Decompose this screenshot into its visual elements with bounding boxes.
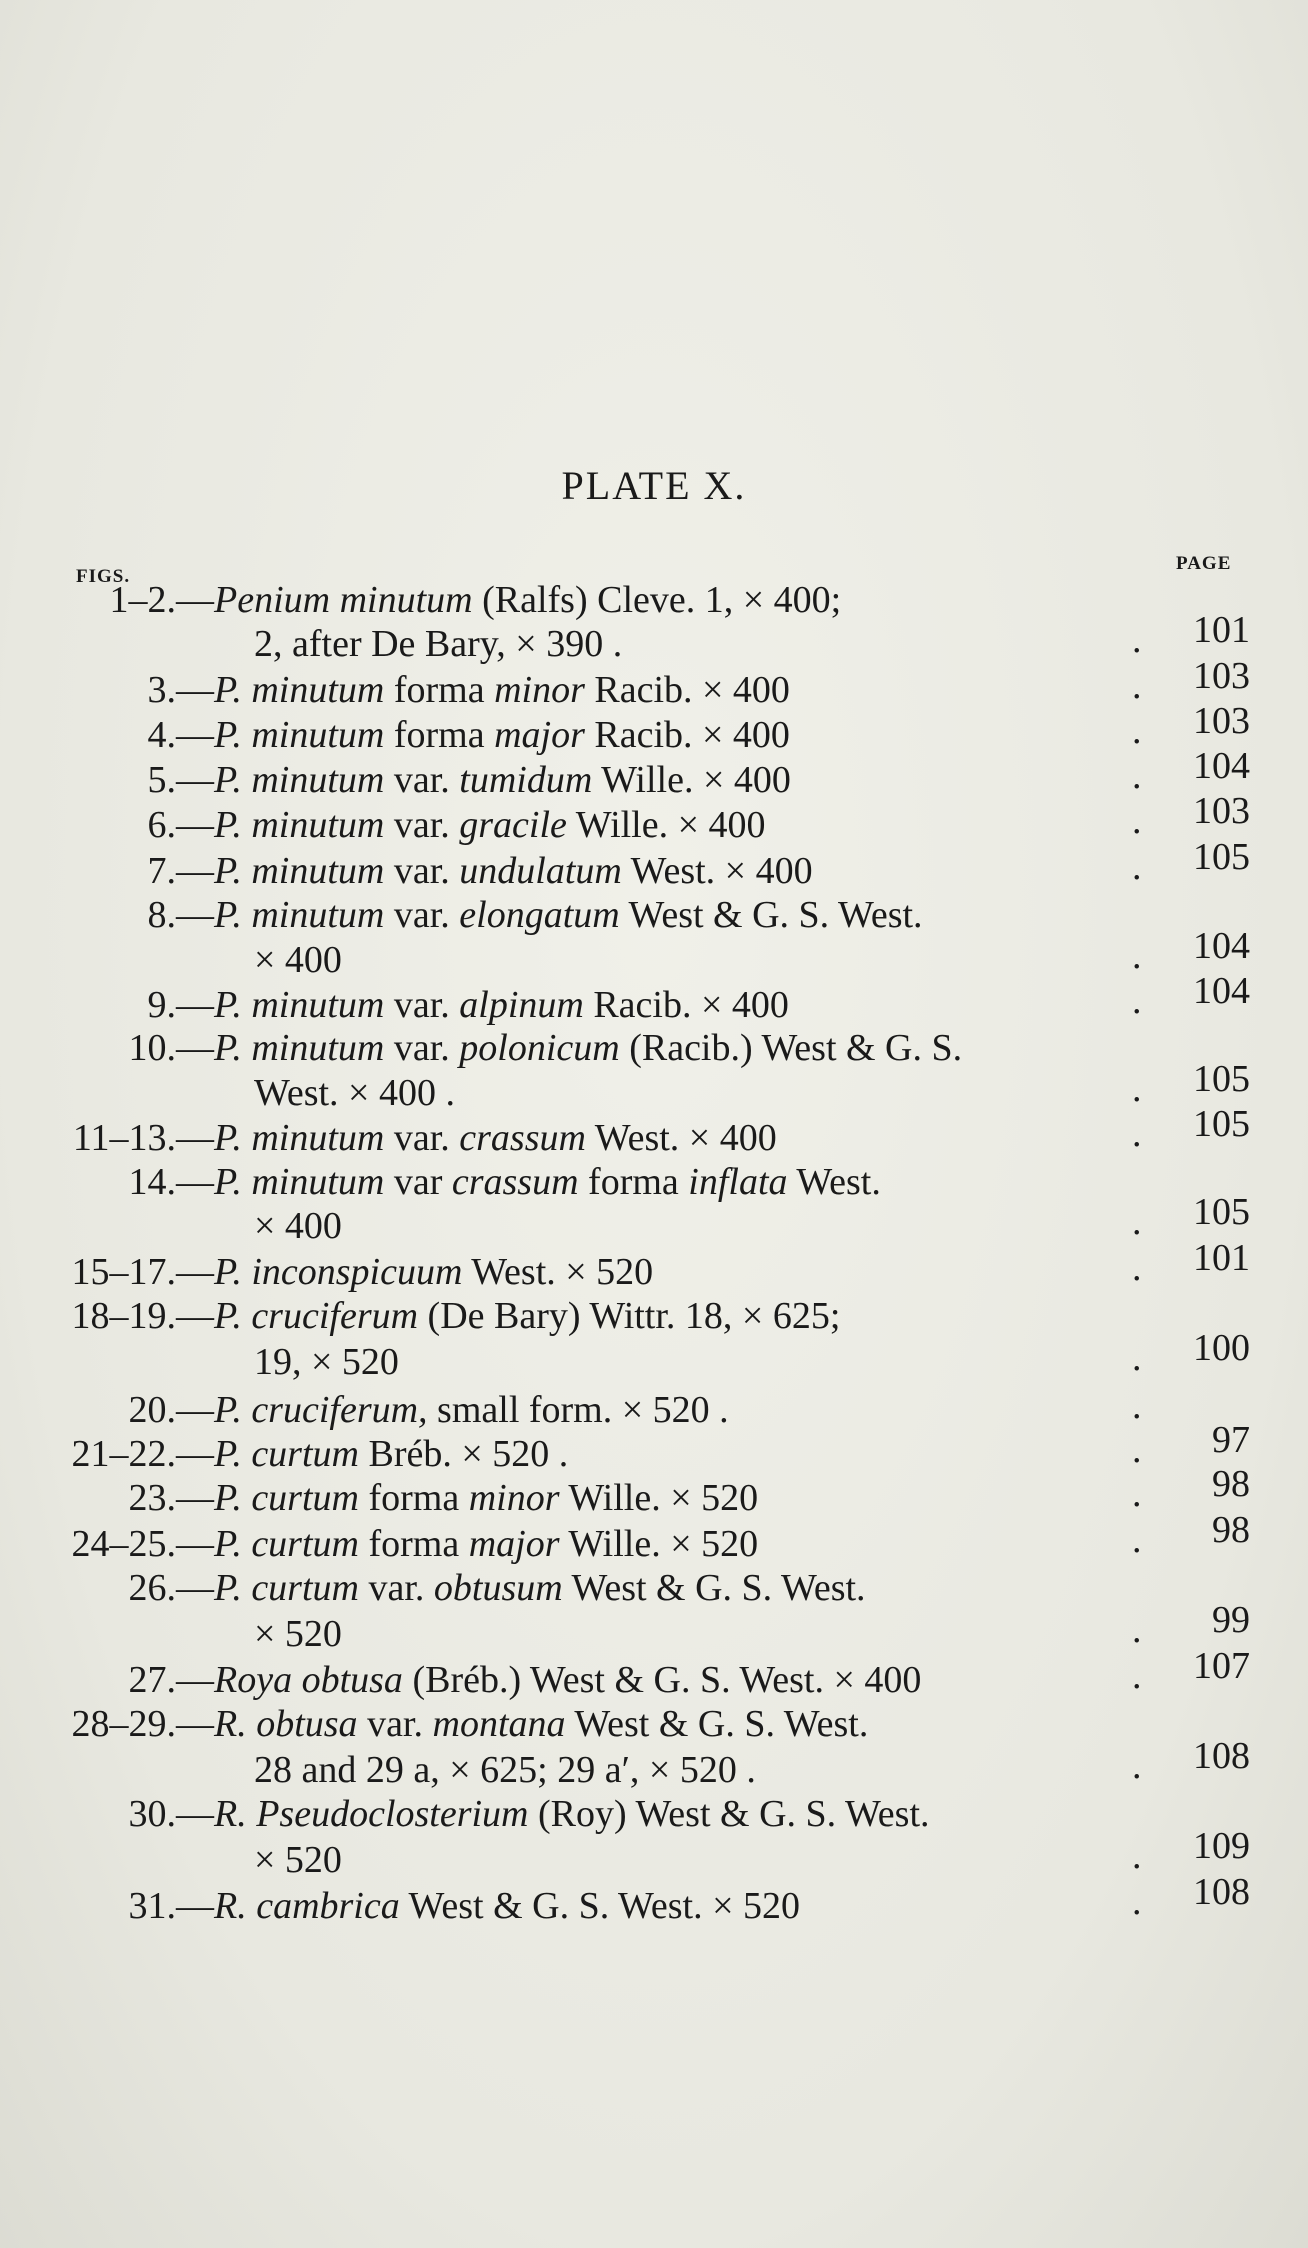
page-number: 105 <box>1193 1058 1250 1100</box>
variety-name: minor <box>494 669 585 711</box>
leader-dot: . <box>1132 1429 1142 1471</box>
page-number: 104 <box>1193 925 1250 967</box>
leader-dot: . <box>1132 755 1142 797</box>
figure-number: 3.— <box>147 669 214 711</box>
entry-text <box>214 1294 840 1338</box>
entry-detail: Racib. × 400 <box>584 669 790 711</box>
figure-number: 7.— <box>147 850 214 892</box>
entry-text <box>214 1566 866 1610</box>
entry-detail: var. <box>384 759 460 801</box>
variety-name: obtusum <box>433 1567 563 1609</box>
leader-dot: . <box>1132 1113 1142 1155</box>
variety-name: crassum <box>459 1117 586 1159</box>
page-number: 105 <box>1193 1103 1250 1145</box>
entry-detail: (Roy) West & G. S. West. <box>528 1793 930 1835</box>
variety-name: alpinum <box>459 984 584 1026</box>
entry-text <box>214 1702 868 1746</box>
page-number: 103 <box>1193 790 1250 832</box>
figure-number: 6.— <box>147 804 214 846</box>
leader-dot: . <box>1132 1881 1142 1923</box>
entry-detail: West & G. S. West. <box>565 1703 869 1745</box>
entry-detail: (Ralfs) Cleve. 1, × 400; <box>472 579 842 621</box>
figure-number: 10.— <box>128 1027 214 1069</box>
variety-name: elongatum <box>459 894 620 936</box>
species-name: P. curtum <box>214 1567 359 1609</box>
entry-continuation: 28 and 29 a, × 625; 29 a′, × 520 . <box>254 1749 756 1791</box>
entry-text <box>214 1388 729 1432</box>
entry-detail: forma <box>358 1523 469 1565</box>
species-name: P. cruciferum, <box>214 1389 428 1431</box>
entry-detail: var. <box>358 1567 434 1609</box>
leader-dot: . <box>1132 800 1142 842</box>
page-number: 107 <box>1193 1645 1250 1687</box>
entry-text <box>214 1476 758 1520</box>
entry-detail: var <box>384 1161 452 1203</box>
entry-detail: West. × 400 <box>585 1117 777 1159</box>
entry-detail: Wille. × 400 <box>592 759 791 801</box>
entry-detail: var. <box>384 1027 460 1069</box>
figure-number: 4.— <box>147 714 214 756</box>
page-number: 105 <box>1193 1191 1250 1233</box>
species-name: P. minutum <box>214 759 385 801</box>
variety-name: minor <box>468 1477 560 1519</box>
page-number: 101 <box>1193 1237 1250 1279</box>
entry-text <box>214 758 791 802</box>
entry-detail: var. <box>384 850 460 892</box>
leader-dot: . <box>1132 1745 1142 1787</box>
leader-dot: . <box>1132 619 1142 661</box>
figure-number: 28–29.— <box>71 1703 214 1745</box>
figure-number: 24–25.— <box>71 1523 214 1565</box>
figure-number: 18–19.— <box>71 1295 214 1337</box>
figure-number: 11–13.— <box>72 1117 214 1159</box>
entry-detail: West & G. S. West. <box>619 894 923 936</box>
form-name: inflata <box>688 1161 788 1203</box>
entry-text <box>214 668 790 712</box>
variety-name: gracile <box>459 804 567 846</box>
entry-continuation: 2, after De Bary, × 390 . <box>254 623 623 665</box>
entry-continuation: × 400 <box>254 1205 342 1247</box>
entry-detail: Wille. × 400 <box>566 804 766 846</box>
entry-detail: var. <box>384 894 460 936</box>
entry-detail: forma <box>384 714 495 756</box>
leader-dot: . <box>1132 1201 1142 1243</box>
page-number: 103 <box>1193 700 1250 742</box>
page-number: 109 <box>1193 1825 1250 1867</box>
entry-detail: var. <box>384 1117 460 1159</box>
species-name: P. minutum <box>214 850 385 892</box>
leader-dot: . <box>1132 1385 1142 1427</box>
species-name: P. curtum <box>214 1477 359 1519</box>
page-number: 104 <box>1193 745 1250 787</box>
leader-dot: . <box>1132 1835 1142 1877</box>
figure-number: 27.— <box>128 1659 214 1701</box>
entry-detail: Racib. × 400 <box>583 984 789 1026</box>
figure-number: 31.— <box>128 1885 214 1927</box>
variety-name: crassum <box>451 1161 579 1203</box>
entry-detail: (Racib.) West & G. S. <box>619 1027 963 1069</box>
entry-detail: forma <box>384 669 495 711</box>
leader-dot: . <box>1132 1655 1142 1697</box>
entry-text <box>214 1116 777 1160</box>
species-name: R. Pseudoclosterium <box>214 1793 529 1835</box>
entry-text <box>214 713 790 757</box>
page-number: 100 <box>1193 1327 1250 1369</box>
entry-text <box>214 1160 881 1204</box>
entry-continuation: × 520 <box>254 1613 342 1655</box>
species-name: Roya obtusa <box>214 1659 403 1701</box>
species-name: P. minutum <box>214 669 385 711</box>
entry-detail: West. <box>787 1161 881 1203</box>
figure-number: 23.— <box>128 1477 214 1519</box>
page-number: 98 <box>1212 1463 1250 1505</box>
figure-number: 1–2.— <box>109 579 214 621</box>
variety-name: tumidum <box>459 759 593 801</box>
leader-dot: . <box>1132 1473 1142 1515</box>
species-name: R. obtusa <box>214 1703 358 1745</box>
figure-number: 15–17.— <box>71 1251 214 1293</box>
page-number: 108 <box>1193 1735 1250 1777</box>
figs-header: FIGS. <box>76 566 131 587</box>
species-name: P. curtum <box>214 1433 359 1475</box>
species-name: Penium minutum <box>214 579 473 621</box>
variety-name: major <box>468 1523 560 1565</box>
entry-text <box>214 1432 568 1476</box>
entry-detail: var. <box>384 984 460 1026</box>
leader-dot: . <box>1132 846 1142 888</box>
entry-text <box>214 1792 930 1836</box>
entry-detail: Bréb. × 520 . <box>358 1433 569 1475</box>
species-name: P. minutum <box>214 1161 385 1203</box>
plate-title: PLATE X. <box>561 463 747 508</box>
entry-detail: West & G. S. West. × 520 <box>399 1885 800 1927</box>
species-name: P. inconspicuum <box>214 1251 463 1293</box>
leader-dot: . <box>1132 1609 1142 1651</box>
page-number: 97 <box>1212 1419 1250 1461</box>
species-name: P. minutum <box>214 714 385 756</box>
entry-detail: var. <box>357 1703 433 1745</box>
figure-number: 21–22.— <box>71 1433 214 1475</box>
species-name: P. curtum <box>214 1523 359 1565</box>
entry-detail: West. × 400 <box>621 850 813 892</box>
leader-dot: . <box>1132 710 1142 752</box>
figure-number: 30.— <box>128 1793 214 1835</box>
entry-text <box>214 1250 653 1294</box>
leader-dot: . <box>1132 1519 1142 1561</box>
entry-text <box>214 803 766 847</box>
page-number: 104 <box>1193 970 1250 1012</box>
page-number: 101 <box>1193 609 1250 651</box>
entry-detail: West. × 520 <box>462 1251 654 1293</box>
page-number: 105 <box>1193 836 1250 878</box>
figure-number: 5.— <box>147 759 214 801</box>
entry-continuation: West. × 400 . <box>254 1072 455 1114</box>
entry-continuation: × 400 <box>254 939 342 981</box>
species-name: P. cruciferum <box>214 1295 419 1337</box>
variety-name: undulatum <box>459 850 622 892</box>
page-number: 99 <box>1212 1599 1250 1641</box>
entry-detail: Racib. × 400 <box>584 714 790 756</box>
variety-name: major <box>494 714 585 756</box>
leader-dot: . <box>1132 665 1142 707</box>
entry-detail: (De Bary) Wittr. 18, × 625; <box>418 1295 841 1337</box>
entry-detail: Wille. × 520 <box>559 1477 759 1519</box>
entry-text <box>214 1026 962 1070</box>
species-name: P. minutum <box>214 894 385 936</box>
entry-text <box>214 983 789 1027</box>
entry-detail: Wille. × 520 <box>559 1523 759 1565</box>
entry-continuation: 19, × 520 <box>254 1341 399 1383</box>
page-number: 103 <box>1193 655 1250 697</box>
page-number: 98 <box>1212 1509 1250 1551</box>
entry-detail: forma <box>358 1477 469 1519</box>
leader-dot: . <box>1132 1247 1142 1289</box>
entry-text <box>214 1522 758 1566</box>
entry-detail: (Bréb.) West & G. S. West. × 400 <box>402 1659 922 1701</box>
entry-text <box>214 849 813 893</box>
variety-name: polonicum <box>459 1027 620 1069</box>
variety-name: montana <box>432 1703 566 1745</box>
leader-dot: . <box>1132 935 1142 977</box>
page-number: 108 <box>1193 1871 1250 1913</box>
entry-continuation: × 520 <box>254 1839 342 1881</box>
entry-detail: var. <box>384 804 460 846</box>
figure-number: 20.— <box>128 1389 214 1431</box>
entry-text <box>214 1658 921 1702</box>
entry-detail: small form. × 520 . <box>427 1389 729 1431</box>
leader-dot: . <box>1132 1337 1142 1379</box>
leader-dot: . <box>1132 1068 1142 1110</box>
figure-number: 8.— <box>147 894 214 936</box>
figure-number: 26.— <box>128 1567 214 1609</box>
figure-number: 14.— <box>128 1161 214 1203</box>
entry-text <box>214 578 841 622</box>
entry-detail: West & G. S. West. <box>562 1567 866 1609</box>
species-name: P. minutum <box>214 984 385 1026</box>
page-header: PAGE <box>1176 553 1232 574</box>
entry-text <box>214 893 923 937</box>
species-name: P. minutum <box>214 1117 385 1159</box>
entry-detail: forma <box>578 1161 689 1203</box>
species-name: P. minutum <box>214 804 385 846</box>
species-name: R. cambrica <box>214 1885 400 1927</box>
figure-number: 9.— <box>147 984 214 1026</box>
entry-text <box>214 1884 800 1928</box>
leader-dot: . <box>1132 980 1142 1022</box>
species-name: P. minutum <box>214 1027 385 1069</box>
